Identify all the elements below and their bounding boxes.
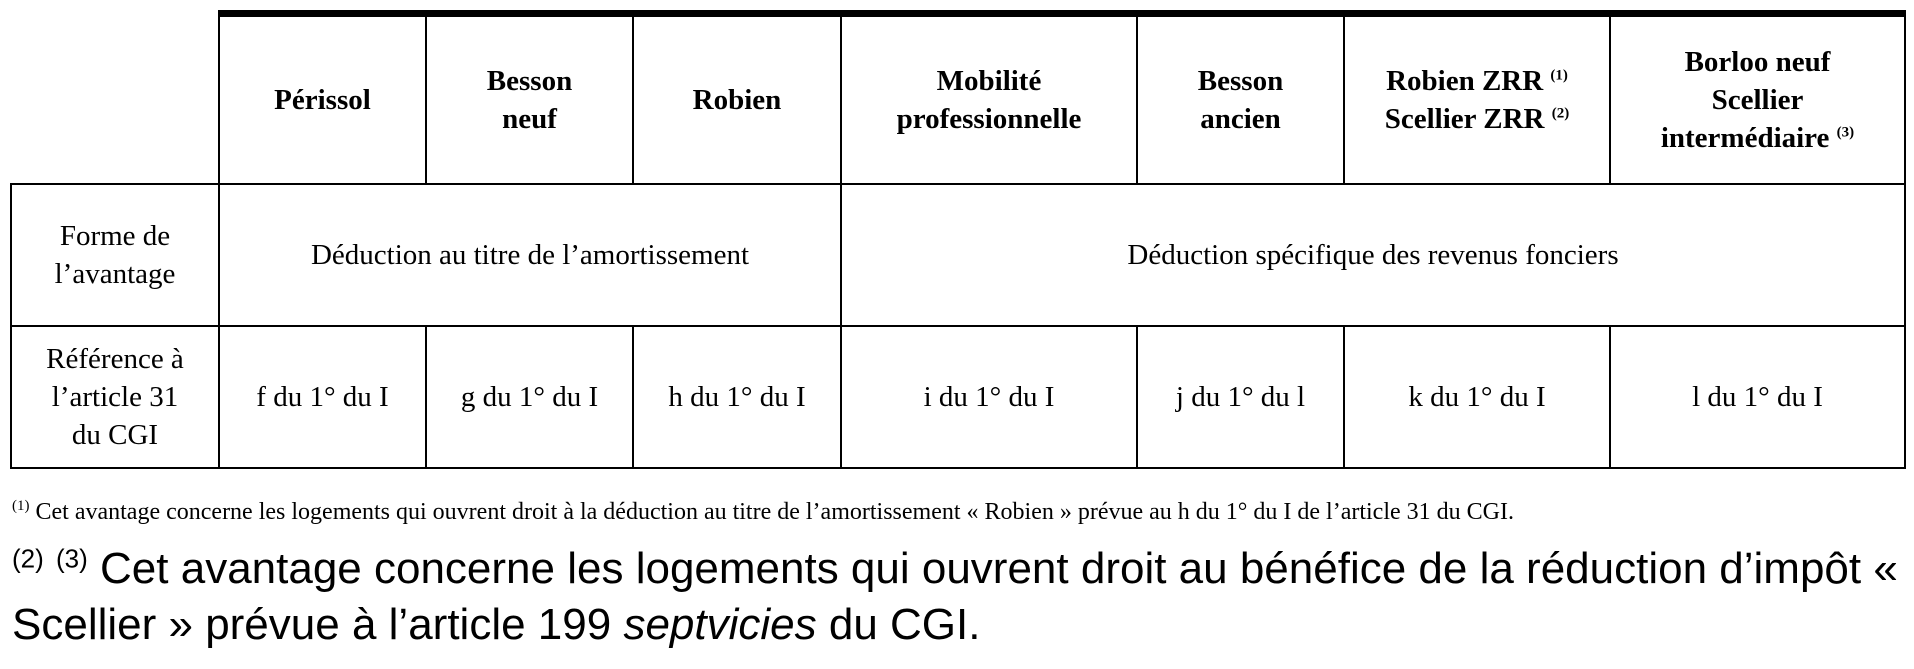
header-besson-ancien: Besson ancien: [1137, 14, 1344, 185]
header-robien: Robien: [633, 14, 841, 185]
footnote-2-italic: septvicies: [623, 600, 817, 649]
header-row: [11, 14, 1905, 185]
footnote-2-3: [12, 541, 1902, 653]
forme-specifique: Déduction spécifique des revenus fonciers: [841, 184, 1905, 326]
reference-label: Référence à l’article 31 du CGI: [11, 326, 219, 468]
footnote-3-mark: (3): [56, 543, 88, 574]
reference-cell: j du 1° du l: [1137, 326, 1344, 468]
footnote-1-text: Cet avantage concerne les logements qui ouvrent droit à la déduction au titre de l’amortissement « Robien » prévue au h du 1° du I de l’article 31 du CGI.: [29, 499, 1514, 525]
footnote-1-mark: (1): [12, 498, 30, 514]
reference-cell: i du 1° du I: [841, 326, 1137, 468]
footnote-1: [12, 497, 1514, 527]
header-borloo: Borloo neuf Scellier intermédiaire $^{(3)}$: [1610, 14, 1905, 185]
footnote-2-text: Cet avantage concerne les logements qui ouvrent droit au bénéfice de la réduction d’impôt « Scellier » prévue à l’article 199: [12, 544, 1898, 649]
reference-row: [11, 326, 1905, 468]
forme-amortissement: Déduction au titre de l’amortissement: [219, 184, 841, 326]
forme-row: [11, 184, 1905, 326]
forme-label: Forme de l’avantage: [11, 184, 219, 326]
reference-cell: l du 1° du I: [1610, 326, 1905, 468]
reference-cell: f du 1° du I: [219, 326, 426, 468]
header-besson-neuf: Besson neuf: [426, 14, 633, 185]
header-mobilite: Mobilité professionnelle: [841, 14, 1137, 185]
reference-cell: g du 1° du I: [426, 326, 633, 468]
header-perissol: Périssol: [219, 14, 426, 185]
footnote-2-mark: (2): [12, 543, 44, 574]
reference-cell: k du 1° du I: [1344, 326, 1610, 468]
header-robien-zrr: Robien ZRR $^{(1)}$ Scellier ZRR $^{(2)}$: [1344, 14, 1610, 185]
footnote-2-tail: du CGI.: [816, 600, 981, 649]
schemes-table: [10, 10, 1906, 469]
corner-cell: [11, 14, 219, 185]
reference-cell: h du 1° du I: [633, 326, 841, 468]
